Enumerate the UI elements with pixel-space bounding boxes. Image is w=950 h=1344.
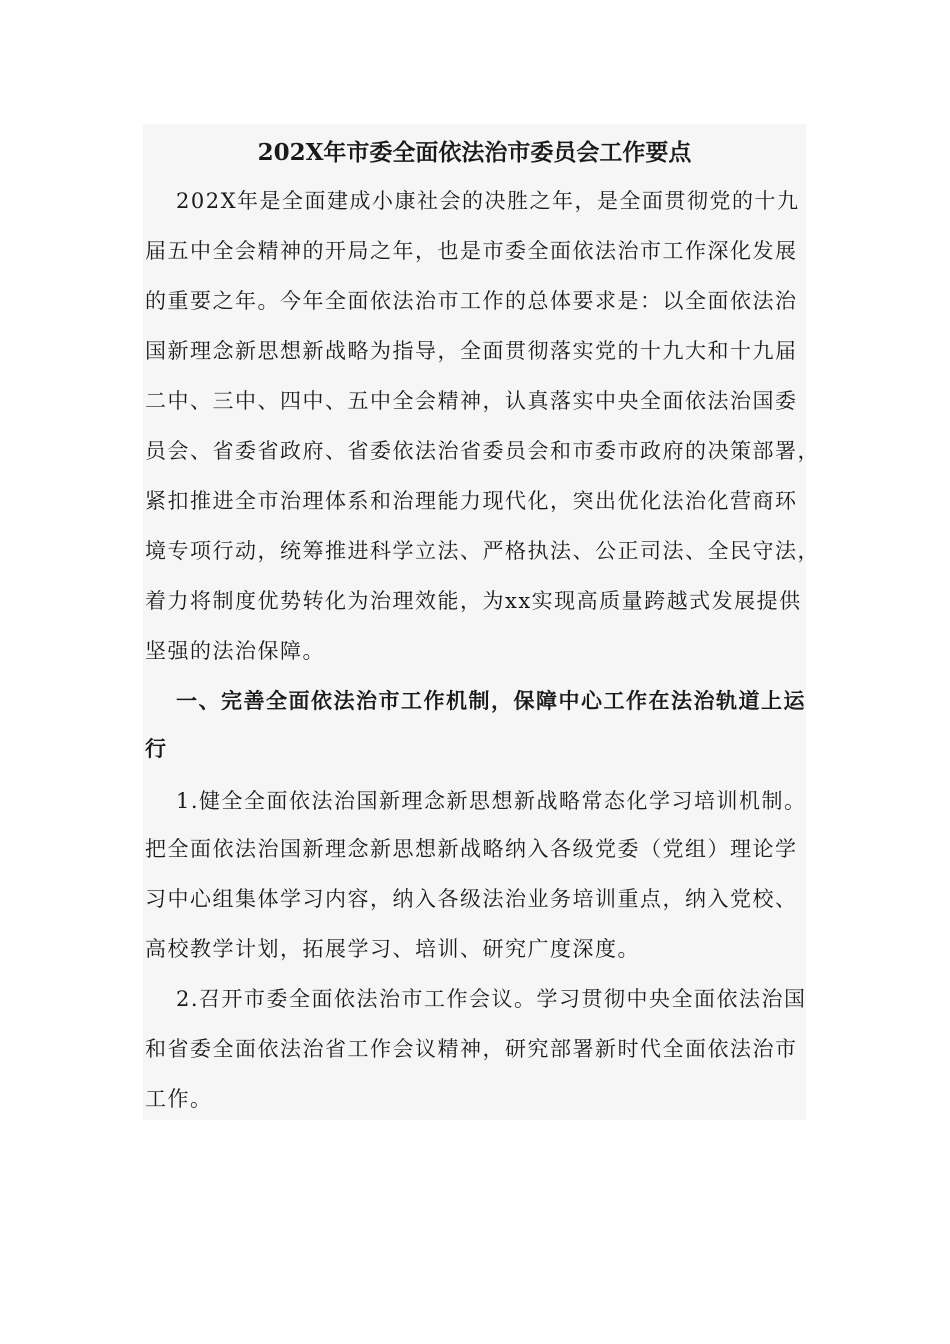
item-2-line: 和省委全面依法治省工作会议精神，研究部署新时代全面依法治市 [145, 1037, 798, 1061]
document-title: 202X年市委全面依法治市委员会工作要点 [257, 139, 692, 166]
section-heading-line: 行 [145, 736, 168, 761]
intro-paragraph-line: 着力将制度优势转化为治理效能，为xx实现高质量跨越式发展提供 [145, 589, 802, 613]
section-heading-line: 一、完善全面依法治市工作机制，保障中心工作在法治轨道上运 [176, 688, 806, 713]
intro-paragraph-line: 紧扣推进全市治理体系和治理能力现代化，突出优化法治化营商环 [145, 489, 798, 513]
intro-paragraph-line: 届五中全会精神的开局之年，也是市委全面依法治市工作深化发展 [145, 239, 798, 263]
item-2-line: 工作。 [145, 1087, 213, 1111]
intro-paragraph-line: 员会、省委省政府、省委依法治省委员会和市委市政府的决策部署， [145, 439, 820, 463]
intro-paragraph-line: 坚强的法治保障。 [145, 639, 325, 663]
intro-paragraph-line: 的重要之年。今年全面依法治市工作的总体要求是：以全面依法治 [145, 289, 798, 313]
intro-paragraph-line: 境专项行动，统筹推进科学立法、严格执法、公正司法、全民守法， [145, 539, 820, 563]
intro-paragraph-line: 202X年是全面建成小康社会的决胜之年，是全面贯彻党的十九 [176, 189, 800, 213]
item-1-line: 把全面依法治国新理念新思想新战略纳入各级党委（党组）理论学 [145, 837, 798, 861]
item-1-line: 习中心组集体学习内容，纳入各级法治业务培训重点，纳入党校、 [145, 887, 798, 911]
intro-paragraph-line: 国新理念新思想新战略为指导，全面贯彻落实党的十九大和十九届 [145, 339, 798, 363]
item-1-line: 高校教学计划，拓展学习、培训、研究广度深度。 [145, 937, 640, 961]
item-1-line: 1.健全全面依法治国新理念新思想新战略常态化学习培训机制。 [176, 789, 807, 813]
item-2-line: 2.召开市委全面依法治市工作会议。学习贯彻中央全面依法治国 [176, 987, 807, 1011]
intro-paragraph-line: 二中、三中、四中、五中全会精神，认真落实中央全面依法治国委 [145, 389, 798, 413]
